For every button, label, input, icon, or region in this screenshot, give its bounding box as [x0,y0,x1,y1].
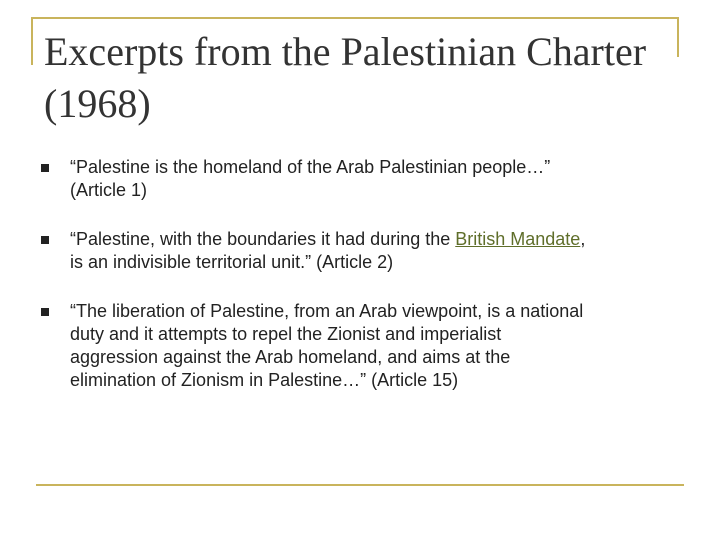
bullet-line: elimination of Zionism in Palestine…” (Article 15) [70,370,459,390]
bullet-line: (Article 1) [70,180,148,200]
bullet-line: duty and it attempts to repel the Zionist and imperialist [70,324,502,344]
frame-bottom-line [36,484,684,486]
bullet-article-2 [40,228,680,274]
bullet-text-segment: , [580,229,586,249]
frame-right-line [677,17,679,57]
bullet-text [70,228,680,274]
bullet-article-15 [40,300,680,392]
square-bullet-icon [41,236,49,244]
bullet-line [70,228,680,251]
square-bullet-icon [41,308,49,316]
bullet-line: “The liberation of Palestine, from an Arab viewpoint, is a national [70,301,584,321]
bullet-text [70,156,680,202]
bullet-article-1 [40,156,680,202]
title-line-2: (1968) [44,81,151,126]
british-mandate-link[interactable]: British Mandate [455,229,581,249]
bullet-line: “Palestine is the homeland of the Arab Palestinian people…” [70,157,551,177]
square-bullet-icon [41,164,49,172]
frame-left-line [31,17,33,65]
bullet-text [70,300,680,392]
bullet-text-segment: “Palestine, with the boundaries it had during the [70,229,456,249]
frame-top-line [31,17,679,19]
slide-title [44,26,664,130]
bullet-line: aggression against the Arab homeland, and aims at the [70,347,511,367]
bullet-line: is an indivisible territorial unit.” (Article 2) [70,252,394,272]
bullet-list [40,156,680,392]
title-line-1: Excerpts from the Palestinian Charter [44,29,647,74]
